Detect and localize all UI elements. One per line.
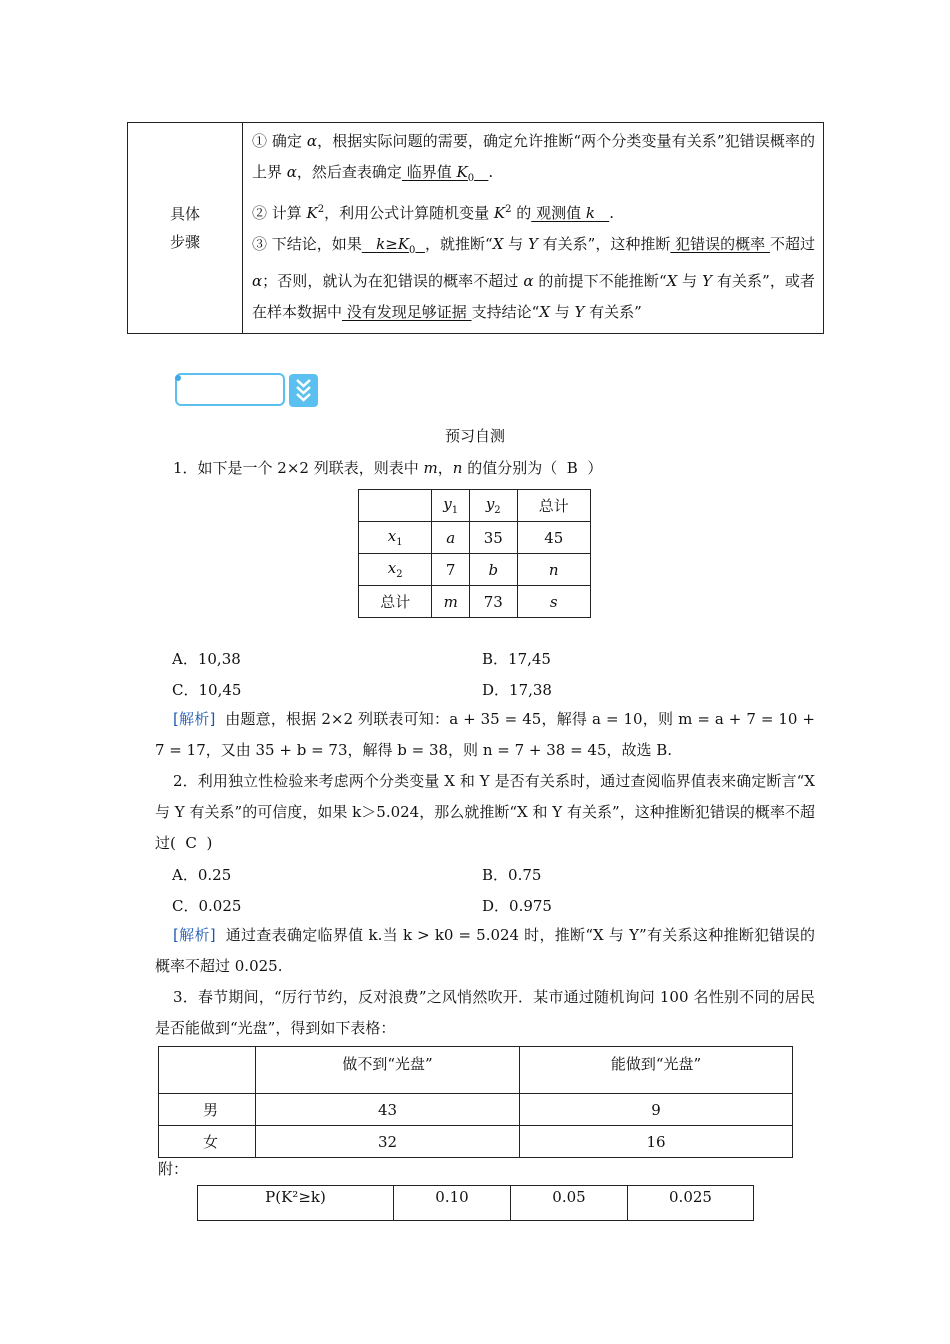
banner-dot-icon <box>175 375 181 381</box>
steps-body-cell <box>243 123 824 334</box>
steps-label-line1: 具体 <box>169 205 200 223</box>
steps-table <box>127 122 824 334</box>
q1-stem: 1．如下是一个 2×2 列联表，则表中 m，n 的值分别为（ B ） <box>173 459 603 477</box>
table-row: 做不到“光盘” 能做到“光盘” <box>159 1047 793 1094</box>
q1-option-a: A．10,38 <box>172 650 241 668</box>
q2-analysis: [解析] 通过查表确定临界值 k.当 k > k0 = 5.024 时，推断“X 与 Y”有关系这种推断犯错误的概率不超过 0.025. <box>155 926 815 975</box>
contingency-table <box>358 489 591 618</box>
double-chevron-down-icon <box>289 374 318 407</box>
q1-option-d: D．17,38 <box>482 681 552 699</box>
q1-analysis: [解析] 由题意，根据 2×2 列联表可知：a + 35 = 45，解得 a = 10，则 m = a + 7 = 10 + 7 = 17，又由 35 + b = 73，解得 b = 38，则 n = 7 + 38 = 45，故选 B. <box>155 710 815 759</box>
q2-option-c: C．0.025 <box>172 897 242 915</box>
blank-critical-value: 临界值 $K_0$ <box>401 163 475 184</box>
q2-option-d: D．0.975 <box>482 897 552 915</box>
analysis-tag: [解析] <box>173 710 216 728</box>
table-row: P(K²≥k) 0.10 0.05 0.025 <box>198 1186 754 1221</box>
table-row: 总计 m 73 s <box>359 586 591 618</box>
q2-stem: 2．利用独立性检验来考虑两个分类变量 X 和 Y 是否有关系时，通过查阅临界值表来确定断言“X 与 Y 有关系”的可信度，如果 k＞5.024，那么就推断“X 和 Y 有关系”，这种推断犯错误的概率不超过( C ) <box>155 772 815 852</box>
survey-table <box>158 1046 793 1158</box>
step-3: ③ 下结论，如果 $k\ge K_0$ ，就推断“X 与 Y 有关系”，这种推断 犯错误的概率 不超过 α；否则，就认为在犯错误的概率不超过 α 的前提下不能推断“X 与 Y 有关系”，或者在样本数据中 没有发现足够证据 支持结论“X 与 Y 有关系” <box>252 235 816 321</box>
section-title: 预习自测 <box>444 427 505 445</box>
step-2: ② 计算 $K^2$，利用公式计算随机变量 $K^2$ 的 观测值 k . <box>252 204 615 222</box>
q1-option-b: B．17,45 <box>482 650 551 668</box>
table-row: 女 32 16 <box>159 1126 793 1158</box>
analysis-tag: [解析] <box>173 926 216 944</box>
appendix-label: 附： <box>158 1160 189 1178</box>
table-row: $y_1$ $y_2$ 总计 <box>359 490 591 522</box>
steps-label-line2: 步骤 <box>169 233 200 251</box>
q2-option-a: A．0.25 <box>172 866 232 884</box>
q2-option-b: B．0.75 <box>482 866 542 884</box>
blank-error-probability: 犯错误的概率 <box>670 235 770 253</box>
blank-observed-value: 观测值 k <box>531 204 595 222</box>
steps-label-cell <box>128 123 243 334</box>
blank-condition: $k\ge K_0$ <box>376 235 416 256</box>
step-1: ① 确定 α，根据实际问题的需要，确定允许推断“两个分类变量有关系”犯错误概率的上界 α，然后查表确定 临界值 $K_0$ . <box>252 132 815 184</box>
q2-answer: C <box>185 834 197 852</box>
q3-stem: 3．春节期间，“厉行节约，反对浪费”之风悄然吹开．某市通过随机询问 100 名性别不同的居民是否能做到“光盘”，得到如下表格： <box>155 988 815 1037</box>
table-row: $x_1$ a 35 45 <box>359 522 591 554</box>
table-row: $x_2$ 7 b n <box>359 554 591 586</box>
q1-option-c: C．10,45 <box>172 681 242 699</box>
blank-no-evidence: 没有发现足够证据 <box>342 303 472 321</box>
section-banner <box>175 373 285 406</box>
table-row: 男 43 9 <box>159 1094 793 1126</box>
critical-value-table <box>197 1185 754 1221</box>
q1-answer: B <box>566 459 578 477</box>
